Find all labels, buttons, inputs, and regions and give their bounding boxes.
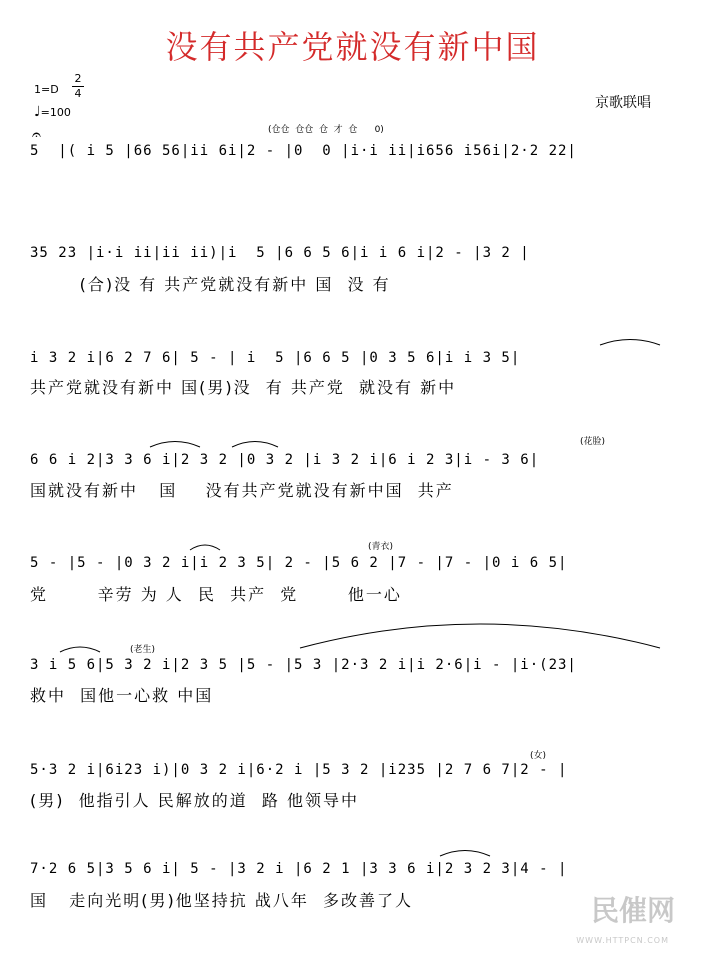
lyrics-line-4: 国就没有新中 国 没有共产党就没有新中国 共产	[30, 481, 454, 500]
slur-b	[232, 442, 278, 448]
slur-e	[60, 647, 100, 652]
slur-f	[440, 851, 490, 857]
notation-line-7: 5·3 2 i|6i23 i)|0 3 2 i|6·2 i |5 3 2 |i235 |2 7 6 7|2 - |	[30, 762, 568, 778]
time-signature-bottom: 4	[74, 87, 82, 100]
notation-line-4: 6 6 i 2|3 3 6 i|2 3 2 |0 3 2 |i 3 2 i|6 i 2 3|i - 3 6|	[30, 452, 540, 468]
lyrics-line-5: 党 辛劳 为 人 民 共产 党 他一心	[30, 585, 402, 604]
slur-c	[600, 340, 660, 346]
notation-line-6: 3 i 5 6|5 3 2 i|2 3 5 |5 - |5 3 |2·3 2 i|i 2·6|i - |i·(23|	[30, 657, 577, 673]
notation-line-8: 7·2 6 5|3 5 6 i| 5 - |3 2 i |6 2 1 |3 3 6 i|2 3 2 3|4 - |	[30, 861, 568, 877]
lyrics-line-7: (男) 他指引人 民解放的道 路 他领导中	[30, 791, 360, 810]
performer-label: 京歌联唱	[595, 95, 651, 111]
lyrics-line-8: 国 走向光明(男)他坚持抗 战八年 多改善了人	[30, 891, 414, 910]
key-signature: 1=D	[34, 83, 59, 96]
notation-line-2: 35 23 |i·i ii|ii ii)|i 5 |6 6 5 6|i i 6 i|2 - |3 2 |	[30, 245, 530, 261]
role-annotation-laosheng: (老生)	[130, 645, 156, 655]
role-annotation-qingyi: (青衣)	[368, 542, 394, 552]
watermark	[505, 885, 675, 945]
watermark-logo: 民催网	[590, 894, 675, 927]
role-annotation-hualian: (花脸)	[580, 437, 606, 447]
slur-a	[150, 442, 200, 448]
long-slur	[300, 624, 660, 648]
percussion-annotation: (仓仓 仓仓 仓 才 仓 0)	[268, 125, 384, 135]
lyrics-line-3: 共产党就没有新中 国(男)没 有 共产党 就没有 新中	[30, 378, 457, 397]
lyrics-line-6: 救中 国他一心救 中国	[30, 686, 214, 705]
time-signature-top: 2	[74, 72, 82, 85]
notation-line-5: 5 - |5 - |0 3 2 i|i 2 3 5| 2 - |5 6 2 |7 - |7 - |0 i 6 5|	[30, 555, 568, 571]
slur-d	[190, 545, 220, 550]
notation-line-1: 5 |( i 5 |66 56|ii 6i|2 - |0 0 |i·i ii|i656 i56i|2·2 22|	[30, 143, 577, 159]
notation-line-3: i 3 2 i|6 2 7 6| 5 - | i 5 |6 6 5 |0 3 5 6|i i 3 5|	[30, 350, 521, 366]
quarter-note-icon: ♩	[34, 104, 41, 120]
watermark-url: WWW.HTTPCN.COM	[576, 936, 669, 945]
fermata-icon: 𝄐	[32, 125, 41, 144]
lyrics-line-2: (合)没 有 共产党就没有新中 国 没 有	[30, 275, 391, 294]
tempo-value: =100	[40, 106, 71, 119]
role-annotation-nu: (女)	[530, 751, 547, 761]
page-title: 没有共产党就没有新中国	[165, 28, 540, 66]
